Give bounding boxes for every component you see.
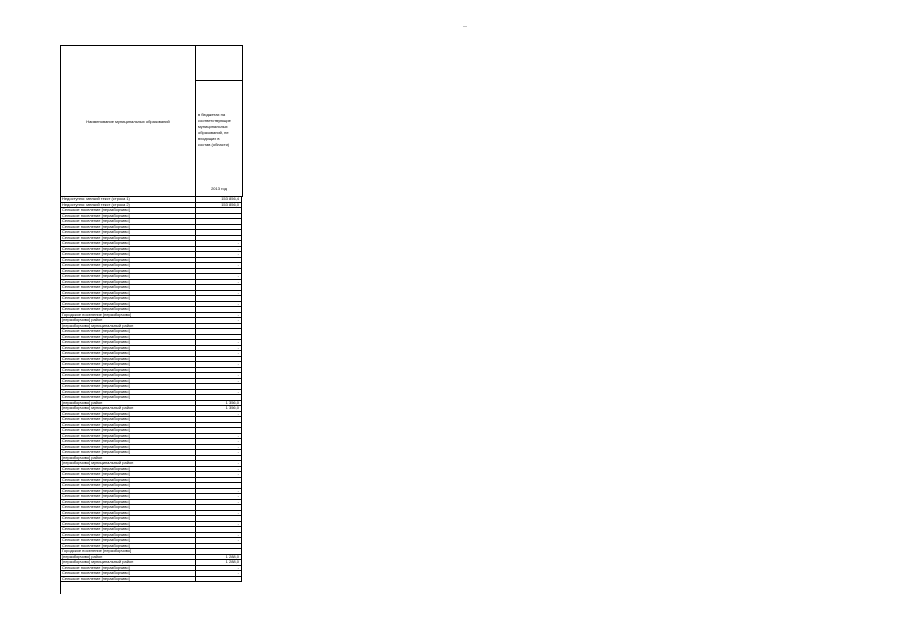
amount-cell: - — [196, 445, 242, 450]
amount-cell: - — [196, 318, 242, 323]
municipality-name-cell: Сельское поселение [неразборчиво] — [61, 335, 196, 340]
municipality-name-cell: Сельское поселение [неразборчиво] — [61, 533, 196, 538]
municipality-name-cell: Сельское поселение [неразборчиво] — [61, 351, 196, 356]
amount-cell: - — [196, 373, 242, 378]
municipality-name-cell: Сельское поселение [неразборчиво] — [61, 439, 196, 444]
municipality-name-cell: Сельское поселение [неразборчиво] — [61, 357, 196, 362]
municipality-name-cell: Сельское поселение [неразборчиво] — [61, 577, 196, 582]
amount-cell: - — [196, 500, 242, 505]
municipality-name-cell: Сельское поселение [неразборчиво] — [61, 571, 196, 576]
amount-cell — [196, 456, 242, 461]
value-column-header-top — [196, 46, 242, 81]
municipality-name-cell: Сельское поселение [неразборчиво] — [61, 483, 196, 488]
amount-cell: - — [196, 302, 242, 307]
amount-cell — [196, 329, 242, 334]
municipality-name-cell: Сельское поселение [неразборчиво] — [61, 566, 196, 571]
municipality-name-cell: Сельское поселение [неразборчиво] — [61, 269, 196, 274]
municipality-name-cell: Сельское поселение [неразборчиво] — [61, 505, 196, 510]
amount-cell — [196, 417, 242, 422]
amount-cell — [196, 219, 242, 224]
amount-cell: - — [196, 566, 242, 571]
amount-cell: - — [196, 472, 242, 477]
amount-cell — [196, 527, 242, 532]
municipality-name-cell: Сельское поселение [неразборчиво] — [61, 390, 196, 395]
municipality-name-cell: Сельское поселение [неразборчиво] — [61, 538, 196, 543]
table-body — [61, 197, 242, 582]
municipality-name-cell: Сельское поселение [неразборчиво] — [61, 472, 196, 477]
amount-cell — [196, 428, 242, 433]
municipality-name-cell: Сельское поселение [неразборчиво] — [61, 214, 196, 219]
amount-cell — [196, 516, 242, 521]
municipality-name-cell: [неразборчиво] муниципальный район — [61, 324, 196, 329]
amount-cell — [196, 269, 242, 274]
amount-cell: - — [196, 362, 242, 367]
name-column-header — [61, 46, 196, 197]
amount-cell — [196, 368, 242, 373]
amount-cell — [196, 505, 242, 510]
municipality-name-cell: Сельское поселение [неразборчиво] — [61, 527, 196, 532]
municipality-name-cell: Сельское поселение [неразборчиво] — [61, 247, 196, 252]
amount-cell: - — [196, 511, 242, 516]
municipality-name-cell: Сельское поселение [неразборчиво] — [61, 291, 196, 296]
municipality-name-cell: [неразборчиво] район — [61, 318, 196, 323]
municipality-name-cell: Сельское поселение [неразборчиво] — [61, 450, 196, 455]
amount-cell: - — [196, 450, 242, 455]
amount-cell — [196, 208, 242, 213]
amount-cell: - — [196, 538, 242, 543]
municipality-name-cell: Сельское поселение [неразборчиво] — [61, 544, 196, 549]
amount-cell: - — [196, 439, 242, 444]
municipality-name-cell: [неразборчиво] муниципальный район — [61, 406, 196, 411]
table-row — [61, 577, 242, 583]
amount-cell — [196, 395, 242, 400]
municipality-name-cell: Сельское поселение [неразборчиво] — [61, 296, 196, 301]
municipality-name-cell: Городское поселение [неразборчиво] — [61, 313, 196, 318]
amount-cell: 1 288,0 — [196, 560, 242, 565]
municipality-name-cell: Сельское поселение [неразборчиво] — [61, 219, 196, 224]
amount-cell: - — [196, 274, 242, 279]
municipality-name-cell: Сельское поселение [неразборчиво] — [61, 522, 196, 527]
amount-cell: - — [196, 252, 242, 257]
municipality-name-cell: Сельское поселение [неразборчиво] — [61, 395, 196, 400]
municipality-name-cell: Сельское поселение [неразборчиво] — [61, 362, 196, 367]
amount-cell: - — [196, 241, 242, 246]
value-column-header — [196, 46, 243, 197]
amount-cell: - — [196, 346, 242, 351]
municipality-name-cell: Сельское поселение [неразборчиво] — [61, 241, 196, 246]
municipality-name-cell: Сельское поселение [неразборчиво] — [61, 302, 196, 307]
page-mark: — — [463, 23, 467, 28]
municipality-name-cell: Сельское поселение [неразборчиво] — [61, 489, 196, 494]
amount-cell: - — [196, 313, 242, 318]
amount-cell — [196, 214, 242, 219]
amount-cell: - — [196, 412, 242, 417]
municipality-name-cell: Сельское поселение [неразборчиво] — [61, 516, 196, 521]
amount-cell: 1 288,0 — [196, 555, 242, 560]
amount-cell: 153 856,0 — [196, 203, 242, 208]
municipality-name-cell: Сельское поселение [неразборчиво] — [61, 494, 196, 499]
amount-cell: 1 356,0 — [196, 401, 242, 406]
amount-cell: 1 356,0 — [196, 406, 242, 411]
municipality-name-cell: Сельское поселение [неразборчиво] — [61, 274, 196, 279]
municipality-name-cell: Сельское поселение [неразборчиво] — [61, 467, 196, 472]
municipality-name-cell: Сельское поселение [неразборчиво] — [61, 511, 196, 516]
municipality-name-cell: [неразборчиво] муниципальный район — [61, 461, 196, 466]
amount-cell — [196, 549, 242, 554]
amount-cell — [196, 544, 242, 549]
amount-cell: 153 856,4 — [196, 197, 242, 202]
municipality-name-cell: [неразборчиво] район — [61, 401, 196, 406]
municipality-name-cell: Сельское поселение [неразборчиво] — [61, 230, 196, 235]
amount-cell: - — [196, 522, 242, 527]
amount-cell — [196, 324, 242, 329]
amount-cell: - — [196, 351, 242, 356]
amount-cell — [196, 285, 242, 290]
municipality-name-cell: [неразборчиво] муниципальный район — [61, 560, 196, 565]
municipality-name-cell: Сельское поселение [неразборчиво] — [61, 379, 196, 384]
amount-cell: - — [196, 291, 242, 296]
amount-cell — [196, 258, 242, 263]
amount-cell: - — [196, 467, 242, 472]
amount-cell — [196, 225, 242, 230]
municipality-name-cell: Сельское поселение [неразборчиво] — [61, 346, 196, 351]
municipality-name-cell: Сельское поселение [неразборчиво] — [61, 445, 196, 450]
municipality-name-cell: Сельское поселение [неразборчиво] — [61, 307, 196, 312]
amount-cell: - — [196, 390, 242, 395]
amount-cell — [196, 335, 242, 340]
amount-cell: - — [196, 434, 242, 439]
municipality-name-cell: Сельское поселение [неразборчиво] — [61, 280, 196, 285]
municipality-name-cell: Сельское поселение [неразборчиво] — [61, 500, 196, 505]
municipality-name-cell: Сельское поселение [неразборчиво] — [61, 368, 196, 373]
municipality-name-cell: Недоступно: мелкий текст (строка 2) — [61, 203, 196, 208]
amount-cell: - — [196, 247, 242, 252]
amount-cell — [196, 384, 242, 389]
amount-cell — [196, 478, 242, 483]
municipality-name-cell: Сельское поселение [неразборчиво] — [61, 258, 196, 263]
amount-cell: - — [196, 379, 242, 384]
municipality-name-cell: Сельское поселение [неразборчиво] — [61, 252, 196, 257]
municipality-name-cell: Сельское поселение [неразборчиво] — [61, 412, 196, 417]
municipality-name-cell: Сельское поселение [неразборчиво] — [61, 434, 196, 439]
amount-cell: - — [196, 489, 242, 494]
municipality-name-cell: Сельское поселение [неразборчиво] — [61, 263, 196, 268]
municipality-name-cell: Сельское поселение [неразборчиво] — [61, 417, 196, 422]
municipality-name-cell: [неразборчиво] район — [61, 555, 196, 560]
municipality-name-cell: Сельское поселение [неразборчиво] — [61, 423, 196, 428]
municipality-name-cell: Сельское поселение [неразборчиво] — [61, 384, 196, 389]
amount-cell: - — [196, 533, 242, 538]
municipality-name-cell: Сельское поселение [неразборчиво] — [61, 340, 196, 345]
amount-cell — [196, 307, 242, 312]
amount-cell — [196, 423, 242, 428]
year-label: 2013 год — [211, 186, 227, 191]
value-column-description: в бюджетах на соответствующие муниципальных образований, не входящих в состав (области) — [198, 112, 231, 147]
municipality-name-cell: Сельское поселение [неразборчиво] — [61, 208, 196, 213]
municipality-name-cell: Городское поселение [неразборчиво] — [61, 549, 196, 554]
amount-cell: - — [196, 494, 242, 499]
amount-cell: - — [196, 263, 242, 268]
amount-cell: - — [196, 340, 242, 345]
municipality-name-cell: Сельское поселение [неразборчиво] — [61, 478, 196, 483]
municipality-name-cell: Недоступно: мелкий текст (строка 1) — [61, 197, 196, 202]
amount-cell — [196, 357, 242, 362]
amount-cell — [196, 577, 242, 582]
municipality-name-cell: Сельское поселение [неразборчиво] — [61, 373, 196, 378]
amount-cell — [196, 236, 242, 241]
amount-cell: - — [196, 280, 242, 285]
amount-cell: - — [196, 571, 242, 576]
municipality-name-cell: Сельское поселение [неразборчиво] — [61, 225, 196, 230]
amount-cell: - — [196, 461, 242, 466]
municipality-name-cell: Сельское поселение [неразборчиво] — [61, 329, 196, 334]
name-column-header-text: Наименование муниципальных образований — [86, 118, 170, 124]
amount-cell — [196, 296, 242, 301]
municipality-name-cell: Сельское поселение [неразборчиво] — [61, 236, 196, 241]
municipality-name-cell: [неразборчиво] район — [61, 456, 196, 461]
budget-table — [60, 45, 243, 594]
municipality-name-cell: Сельское поселение [неразборчиво] — [61, 428, 196, 433]
municipality-name-cell: Сельское поселение [неразборчиво] — [61, 285, 196, 290]
amount-cell — [196, 230, 242, 235]
amount-cell — [196, 483, 242, 488]
